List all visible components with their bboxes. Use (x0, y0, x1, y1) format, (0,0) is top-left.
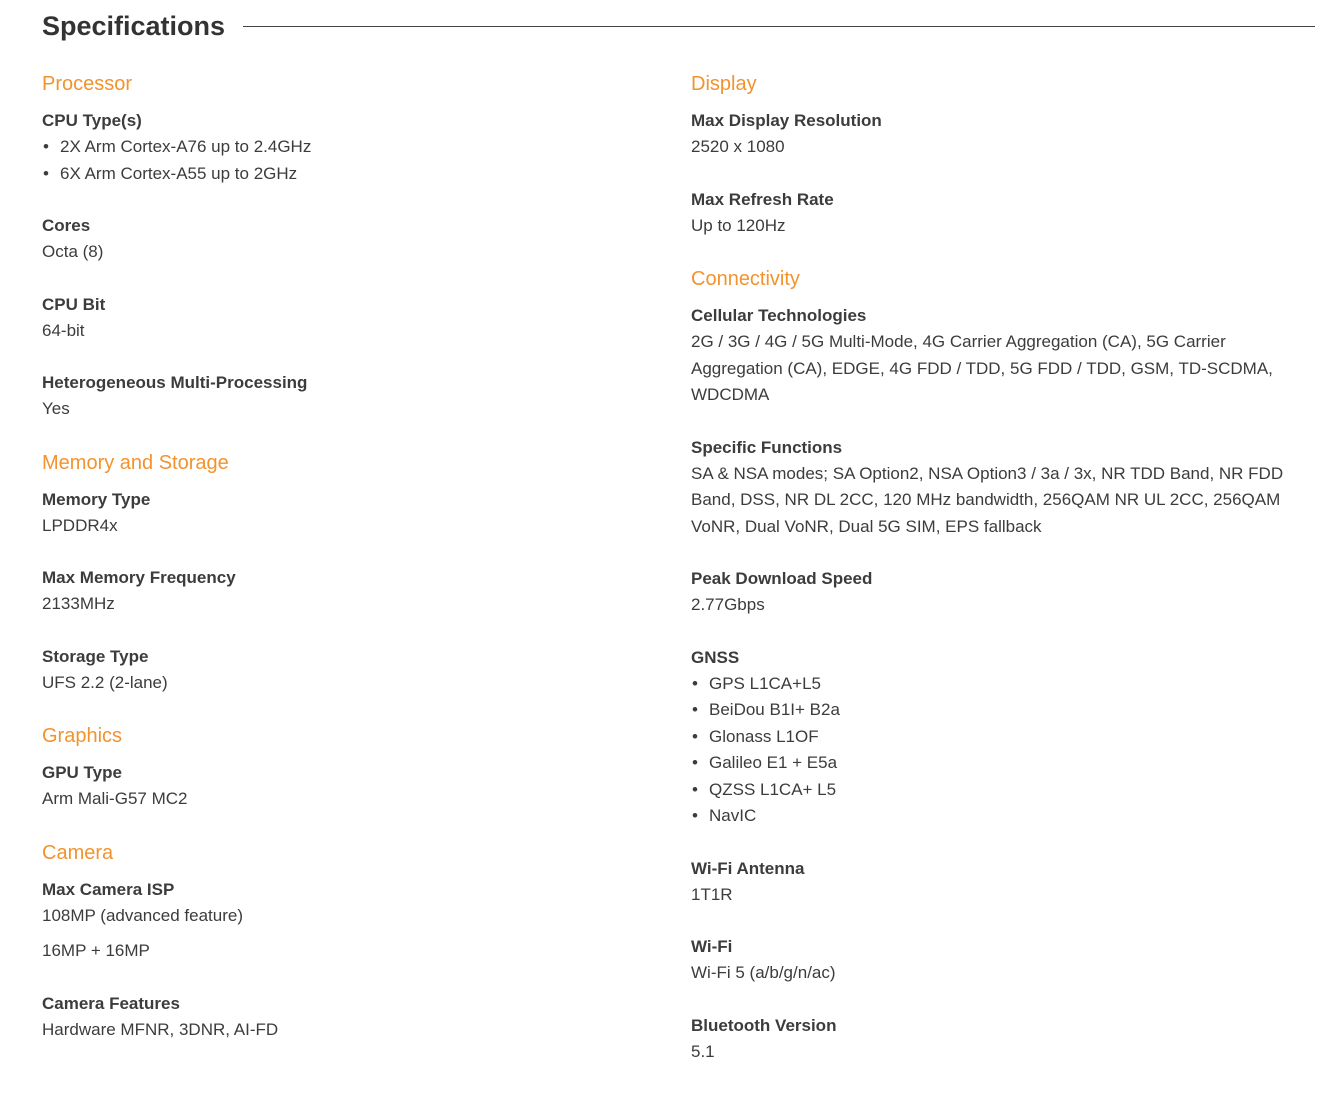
right-column (691, 70, 1311, 1073)
gnss-list (691, 671, 1311, 830)
section-graphics (42, 722, 642, 813)
spec-label: Cores (42, 216, 91, 235)
page-title: Specifications (42, 10, 226, 41)
spec-value: SA & NSA modes; SA Option2, NSA Option3 / 3a / 3x, NR TDD Band, NR FDD Band, DSS, NR DL 2CC, 120 MHz bandwidth, 256QAM NR UL 2CC, 256QAM VoNR, Dual VoNR, Dual 5G SIM, EPS fallback (691, 463, 1284, 536)
spec-label: Bluetooth Version (691, 1015, 837, 1035)
list-item: • GPS L1CA+L5 (691, 671, 1311, 698)
spec-label: Specific Functions (691, 437, 843, 457)
spec-label: Max Refresh Rate (691, 189, 834, 209)
spec-label: Storage Type (42, 646, 149, 666)
spec-hmp (42, 370, 642, 423)
list-item: • BeiDou B1I+ B2a (691, 697, 1311, 724)
spec-max-memory-frequency (42, 565, 642, 618)
spec-label: Memory Type (42, 489, 151, 509)
spec-label: Max Display Resolution (691, 111, 882, 130)
spec-gnss (691, 645, 1311, 830)
spec-value: UFS 2.2 (2-lane) (42, 672, 168, 692)
section-title: Display (691, 73, 757, 95)
spec-value: Up to 120Hz (691, 215, 786, 235)
list-item: • 6X Arm Cortex-A55 up to 2GHz (42, 161, 642, 188)
section-display (691, 70, 1311, 239)
list-item: • NavIC (691, 803, 1311, 830)
spec-max-camera-isp (42, 877, 642, 965)
spec-cores (42, 213, 642, 266)
spec-value: 2.77Gbps (691, 595, 765, 614)
spec-label: Wi-Fi Antenna (691, 858, 805, 878)
section-title: Camera (42, 841, 114, 864)
spec-wifi-antenna (691, 856, 1311, 909)
spec-value: Octa (8) (42, 242, 104, 261)
spec-value: 16MP + 16MP (42, 941, 150, 960)
spec-value: 2520 x 1080 (691, 137, 785, 156)
spec-label: Max Camera ISP (42, 879, 175, 899)
spec-storage-type (42, 644, 642, 697)
spec-cpu-type (42, 108, 642, 187)
list-item: • 2X Arm Cortex-A76 up to 2.4GHz (42, 134, 642, 161)
spec-value: 64-bit (42, 320, 85, 340)
spec-value: Wi-Fi 5 (a/b/g/n/ac) (691, 963, 836, 982)
spec-value: 5.1 (691, 1041, 715, 1061)
spec-value: LPDDR4x (42, 515, 118, 535)
spec-value: 2133MHz (42, 594, 115, 613)
list-item: • Galileo E1 + E5a (691, 750, 1311, 777)
list-item: • Glonass L1OF (691, 724, 1311, 751)
spec-cpu-bit (42, 292, 642, 345)
list-item: • QZSS L1CA+ L5 (691, 777, 1311, 804)
spec-max-display-resolution (691, 108, 1311, 161)
spec-value: Hardware MFNR, 3DNR, AI-FD (42, 1019, 279, 1039)
spec-peak-download-speed (691, 566, 1311, 619)
spec-camera-features (42, 991, 642, 1044)
left-column (42, 70, 642, 1051)
spec-label: GNSS (691, 647, 740, 667)
spec-value: Yes (42, 399, 70, 418)
section-processor (42, 70, 642, 423)
spec-label: Peak Download Speed (691, 569, 873, 588)
spec-label: Heterogeneous Multi-Processing (42, 373, 308, 392)
section-camera (42, 839, 642, 1044)
spec-label: Camera Features (42, 993, 180, 1013)
spec-label: CPU Bit (42, 294, 106, 314)
section-title: Connectivity (691, 268, 800, 290)
spec-value: Arm Mali-G57 MC2 (42, 789, 188, 808)
spec-label: CPU Type(s) (42, 111, 142, 130)
spec-value: 108MP (advanced feature) (42, 905, 243, 925)
spec-label: GPU Type (42, 763, 122, 782)
section-connectivity (691, 265, 1311, 1065)
title-divider (243, 26, 1315, 27)
section-title: Memory and Storage (42, 451, 229, 474)
spec-gpu-type (42, 760, 642, 813)
spec-bluetooth-version (691, 1013, 1311, 1066)
spec-specific-functions (691, 435, 1311, 541)
section-title: Processor (42, 73, 133, 95)
spec-value: 1T1R (691, 884, 733, 904)
spec-label: Wi-Fi (691, 937, 733, 956)
spec-memory-type (42, 487, 642, 540)
cpu-type-list (42, 134, 642, 187)
spec-wifi (691, 934, 1311, 987)
page-header (42, 8, 1315, 44)
spec-cellular-technologies (691, 303, 1311, 409)
spec-value: 2G / 3G / 4G / 5G Multi-Mode, 4G Carrier Aggregation (CA), 5G Carrier Aggregation (CA), EDGE, 4G FDD / TDD, 5G FDD / TDD, GSM, TD-SCDMA, WDCDMA (691, 332, 1273, 404)
spec-label: Max Memory Frequency (42, 568, 236, 587)
section-memory-storage (42, 449, 642, 697)
spec-label: Cellular Technologies (691, 306, 867, 325)
spec-max-refresh-rate (691, 187, 1311, 240)
section-title: Graphics (42, 725, 123, 747)
